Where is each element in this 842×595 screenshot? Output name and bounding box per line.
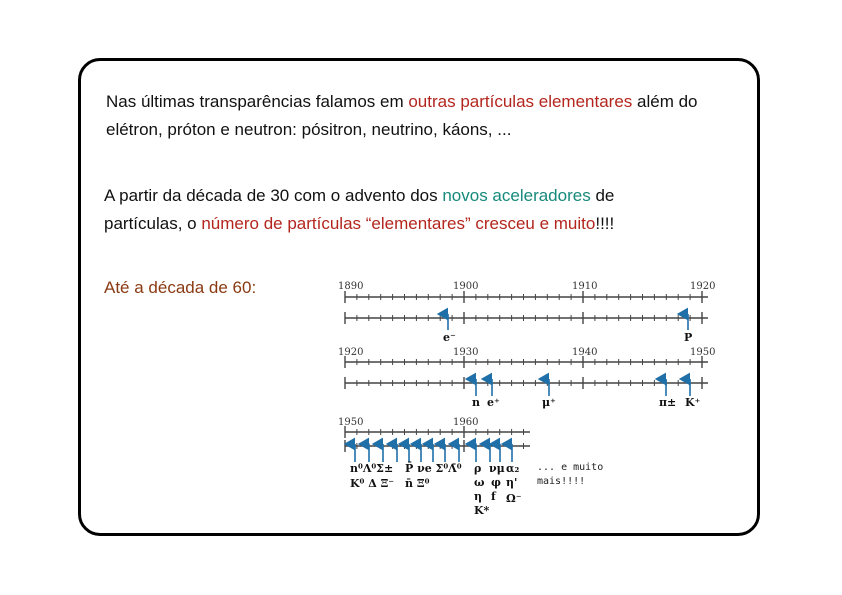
particle-group-label: P̄ νe Σ⁰Λ̄⁰ (405, 462, 462, 475)
particle-group-label: K⁰ Δ Ξ⁻ (350, 477, 395, 490)
year-label: 1950 (690, 347, 716, 358)
note-text: mais!!!! (537, 476, 586, 487)
timeline-row-1 (338, 281, 715, 344)
year-label: 1960 (453, 417, 479, 428)
particle-group-label: n̄ Ξ⁰ (405, 477, 430, 490)
particle-label: n (472, 396, 480, 409)
year-label: 1910 (572, 281, 598, 292)
particle-label: e⁻ (443, 331, 456, 344)
particle-label: e⁺ (487, 396, 500, 409)
particle-label: f (491, 490, 496, 503)
year-label: 1890 (338, 281, 364, 292)
year-label: 1950 (338, 417, 364, 428)
particle-label: K* (474, 504, 490, 517)
year-label: 1920 (690, 281, 716, 292)
particle-label: νμ (489, 462, 505, 475)
timeline-row-3 (338, 417, 603, 517)
particle-label: α₂ (506, 462, 520, 475)
year-label: 1940 (572, 347, 598, 358)
year-label: 1930 (453, 347, 479, 358)
particle-label: π± (659, 396, 677, 409)
particle-label: μ⁺ (542, 396, 556, 409)
timeline-row-2 (338, 347, 715, 409)
highlight-text: número de partículas “elementares” cresceu e muito (201, 214, 596, 233)
text: de partículas, o (104, 186, 615, 233)
text: !!!! (595, 214, 615, 233)
text: além do elétron, próton e neutron: pósitron, neutrino, káons, ... (106, 92, 698, 139)
particle-label: η' (506, 476, 518, 489)
particle-label: η (474, 490, 482, 503)
note-text: ... e muito (537, 462, 604, 473)
particle-label: Ω⁻ (506, 492, 522, 505)
paragraph-until-sixties: Até a década de 60: (104, 278, 257, 297)
particle-label: ρ (474, 462, 482, 475)
particle-group-label: n⁰Λ⁰Σ± (350, 462, 394, 475)
particle-label: φ (491, 476, 501, 489)
year-label: 1920 (338, 347, 364, 358)
particle-label: K⁺ (685, 396, 701, 409)
text: Nas últimas transparências falamos em (106, 92, 409, 111)
highlight-text: outras partículas elementares (408, 92, 633, 111)
text: A partir da década de 30 com o advento dos (104, 186, 443, 205)
particle-label: P (684, 331, 693, 344)
highlight-text: novos aceleradores (442, 186, 591, 205)
year-label: 1900 (453, 281, 479, 292)
particle-label: ω (474, 476, 485, 489)
